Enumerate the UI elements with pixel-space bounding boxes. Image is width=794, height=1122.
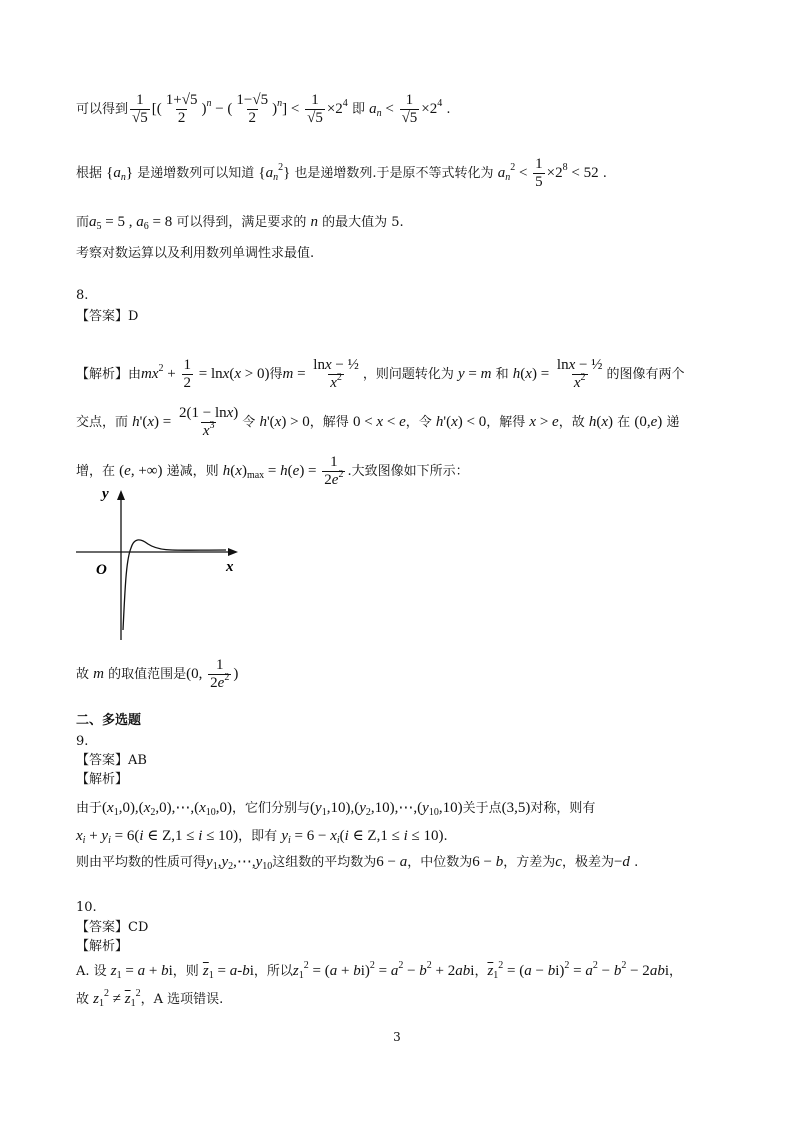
answer-label: 【答案】D — [76, 309, 139, 324]
text-line: 【解析】由$mx^2$ + $\frac{1}{2}$ = lnx(x > 0)得m = $\frac{\text{lnx − ½}}{x^2}$ ，则问题转化为 y = m 和 h(x) = $\frac{\text{lnx − ½}}{x^2}$ 的图像有两个 — [76, 357, 685, 391]
text-line: 可以得到 $\frac{1}{√5}$ [( $\frac{1+√5}{2}$ )$^n$ − ( $\frac{1-√5}{2}$ )$^n$] < $\frac{1}{√5}$ $\times 2^4$ 即 $a_n$ < $\frac{1}{√5}$ $\times 2^4$ . — [76, 92, 451, 126]
origin-label: O — [96, 562, 107, 578]
function-graph — [76, 480, 256, 645]
text-line: 故 $z_1^2 \ne \overline{z}_1^2$，A 选项错误. — [76, 988, 224, 1009]
text-line: 故 m 的取值范围是(0, $\frac{1}{2e^2}$ ) — [76, 657, 239, 691]
section-title: 二、多选题 — [76, 713, 142, 728]
question-number: 9. — [76, 734, 89, 749]
x-label: x — [226, 559, 234, 575]
text-line: 交点，而 h'(x) = $\frac{2(1 - \ln x)}{x^3}$ 令 h'(x) > 0，解得 0 < x < e，令 h'(x) < 0，解得 x > e，故 h(x) 在 (0,e) 递 — [76, 405, 680, 439]
x-axis-arrow — [228, 548, 238, 556]
question-number: 8. — [76, 288, 89, 303]
text-line: 由于$(x_1,0),(x_2,0),\cdots,(x_{10},0)$，它们分别与$(y_1,10),(y_2,10),\cdots,(y_{10},10)$关于点(3,5)对称，则有 — [76, 800, 596, 818]
page-number: 3 — [393, 1030, 401, 1044]
explanation-label: 【解析】 — [76, 939, 129, 954]
text-line: 而$a_5 = 5$ , $a_6 = 8$ 可以得到，满足要求的 n 的最大值为 5. — [76, 214, 404, 232]
text-line: 增，在 (e, +∞) 递减，则 $h(x)_{max} = h(e)$ = $\frac{1}{2e^2}$ .大致图像如下所示： — [76, 454, 469, 488]
question-number: 10. — [76, 900, 97, 915]
y-axis-arrow — [117, 490, 125, 500]
curve-h — [123, 540, 226, 630]
text-line: A. 设 $z_1 = a$ + bi，则 $\overline{z}_1 = a-bi$，所以$z_1^2 = (a + bi)^2 = a^2 - b^2 + 2abi$，$\overline{z}_1^2 = (a - bi)^2 = a^2 - b^2 - 2abi$， — [76, 960, 682, 981]
answer-label: 【答案】AB — [76, 753, 147, 768]
answer-label: 【答案】CD — [76, 920, 149, 935]
y-label: y — [102, 486, 109, 502]
text-line: 考察对数运算以及利用数列单调性求最值. — [76, 246, 315, 261]
text-line: 则由平均数的性质可得$y_1,y_2,\cdots,y_{10}$这组数的平均数为6 − a，中位数为6 − b，方差为c，极差为−d . — [76, 854, 639, 872]
explanation-label: 【解析】 — [76, 772, 129, 787]
text-line: 根据 $\{a_n\}$ 是递增数列可以知道 $\{a_n^2\}$ 也是递增数列.于是原不等式转化为 $a_n^2$ < $\frac{1}{5}$ $\times 2^8 < 52$ . — [76, 156, 607, 190]
text-line: $x_i + y_i = 6(i$ ∈ Z,1 ≤ i ≤ 10)，即有 $y_i = 6 - x_i(i$ ∈ Z,1 ≤ i ≤ 10). — [76, 828, 448, 846]
